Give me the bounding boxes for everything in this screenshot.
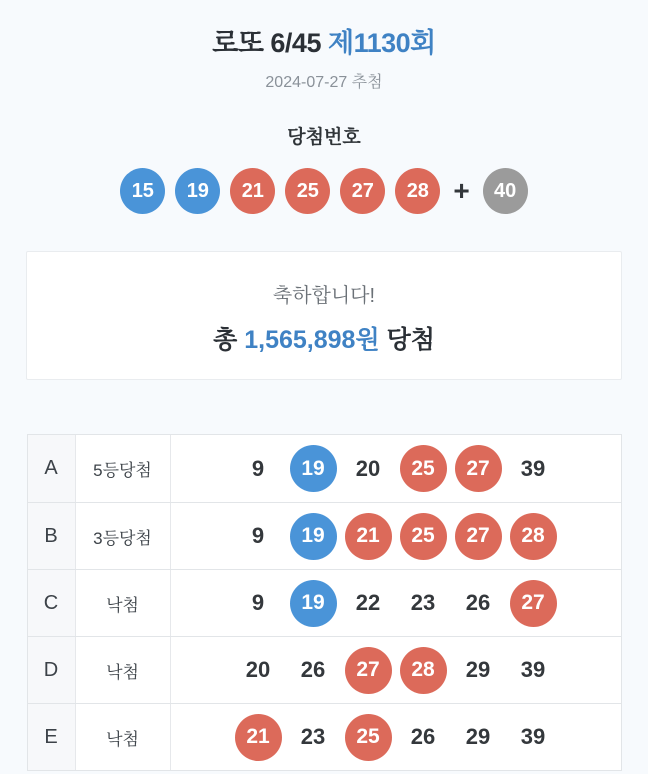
number-plain: 26	[410, 724, 436, 749]
game-result-cell: 낙첨	[76, 704, 171, 770]
games-table	[27, 434, 622, 771]
number-ball: 21	[345, 513, 392, 560]
plus-sign: +	[453, 175, 470, 206]
congrats-message: 축하합니다!	[272, 285, 376, 307]
game-result-cell: 낙첨	[76, 570, 171, 636]
game-id-cell: B	[28, 503, 76, 569]
number-plain: 29	[465, 724, 491, 749]
game-numbers-cell	[171, 637, 621, 703]
draw-date: 2024-07-27 추첨	[265, 74, 383, 91]
winning-ball: 15	[120, 168, 165, 214]
table-row	[28, 435, 621, 502]
number-ball: 28	[510, 513, 557, 560]
round-number: 제1130회	[327, 28, 436, 58]
winning-ball: 21	[230, 168, 275, 214]
header	[0, 0, 648, 92]
number-ball: 19	[290, 513, 337, 560]
game-id-cell: E	[28, 704, 76, 770]
number-ball: 27	[510, 580, 557, 627]
number-plain: 9	[251, 455, 265, 481]
number-ball: 19	[290, 445, 337, 492]
prize-amount: 1,565,898원	[244, 326, 380, 354]
game-id-cell: D	[28, 637, 76, 703]
number-plain: 23	[300, 724, 326, 749]
bonus-ball: 40	[483, 168, 528, 214]
number-plain: 9	[251, 590, 265, 615]
total-prize-line	[27, 320, 621, 356]
number-ball: 25	[400, 513, 447, 560]
table-row	[28, 703, 621, 770]
number-plain: 20	[355, 455, 381, 481]
number-ball: 21	[235, 714, 282, 761]
game-numbers-cell	[171, 570, 621, 636]
total-suffix: 당첨	[386, 326, 435, 354]
number-plain: 39	[520, 455, 546, 481]
number-plain: 22	[355, 590, 381, 615]
game-numbers-cell	[171, 435, 621, 502]
number-ball: 27	[455, 513, 502, 560]
number-ball: 28	[400, 647, 447, 694]
number-plain: 20	[245, 657, 271, 682]
game-result-cell: 낙첨	[76, 637, 171, 703]
table-row	[28, 569, 621, 636]
number-plain: 39	[520, 657, 546, 682]
number-plain: 39	[520, 724, 546, 749]
game-numbers-cell	[171, 503, 621, 569]
total-prefix: 총	[213, 326, 238, 354]
game-id-cell: A	[28, 435, 76, 502]
game-numbers-cell	[171, 704, 621, 770]
number-ball: 27	[455, 445, 502, 492]
number-plain: 9	[251, 523, 265, 548]
number-plain: 26	[300, 657, 326, 682]
winning-ball: 25	[285, 168, 330, 214]
game-id-cell: C	[28, 570, 76, 636]
page-title	[0, 21, 648, 60]
winning-ball: 27	[340, 168, 385, 214]
game-result-cell: 5등당첨	[76, 435, 171, 502]
winning-ball: 28	[395, 168, 440, 214]
number-plain: 29	[465, 657, 491, 682]
winning-balls-row	[0, 168, 648, 214]
number-ball: 27	[345, 647, 392, 694]
winning-ball: 19	[175, 168, 220, 214]
winning-numbers-heading: 당첨번호	[287, 127, 361, 148]
number-plain: 23	[410, 590, 436, 615]
lotto-name: 로또 6/45	[212, 28, 321, 58]
congrats-card	[26, 251, 622, 380]
winning-numbers-section	[0, 122, 648, 214]
table-row	[28, 502, 621, 569]
table-row	[28, 636, 621, 703]
number-ball: 25	[400, 445, 447, 492]
number-ball: 19	[290, 580, 337, 627]
game-result-cell: 3등당첨	[76, 503, 171, 569]
number-ball: 25	[345, 714, 392, 761]
number-plain: 26	[465, 590, 491, 615]
